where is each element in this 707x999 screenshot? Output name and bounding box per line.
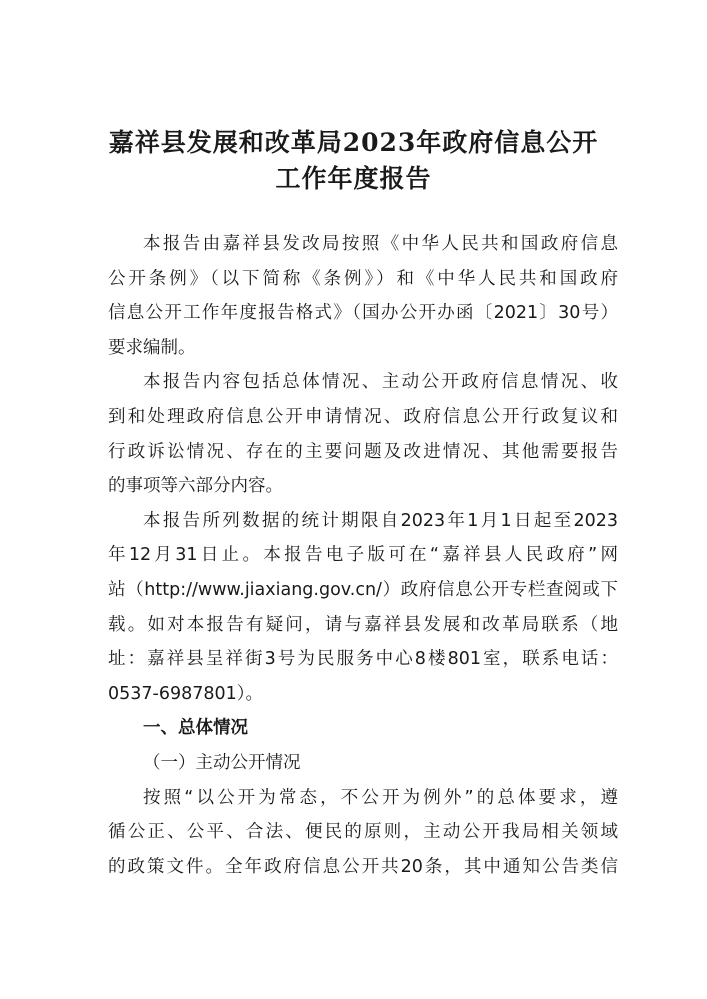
body-line: 的政策文件。全年政府信息公开共20条，其中通知公告类信: [108, 856, 618, 877]
section-heading: 一、总体情况: [143, 718, 248, 739]
body-line: 本报告由嘉祥县发改局按照《中华人民共和国政府信息: [143, 234, 618, 254]
document-title-line-2: 工作年度报告: [275, 164, 432, 193]
body-line: 年12月31日止。本报告电子版可在“嘉祥县人民政府”网: [108, 545, 618, 566]
body-line: 信息公开工作年度报告格式》（国办公开办函〔2021〕30号）: [108, 303, 618, 324]
body-line: 到和处理政府信息公开申请情况、政府信息公开行政复议和: [108, 406, 618, 427]
body-line: 0537-6987801）。: [108, 683, 264, 704]
body-line: 站（http://www.jiaxiang.gov.cn/）政府信息公开专栏查阅或下: [108, 579, 618, 600]
body-line: 行政诉讼情况、存在的主要问题及改进情况、其他需要报告: [108, 441, 618, 462]
body-line: 要求编制。: [108, 337, 196, 358]
body-line: 按照“以公开为常态，不公开为例外”的总体要求，遵: [143, 787, 618, 808]
body-line: 的事项等六部分内容。: [108, 476, 283, 497]
document-title-line-1: 嘉祥县发展和改革局2023年政府信息公开: [108, 128, 599, 157]
body-line: 本报告所列数据的统计期限自2023年1月1日起至2023: [143, 510, 618, 531]
body-line: 循公正、公平、合法、便民的原则，主动公开我局相关领域: [108, 822, 618, 843]
body-line: 本报告内容包括总体情况、主动公开政府信息情况、收: [143, 372, 618, 393]
body-line: 址：嘉祥县呈祥街3号为民服务中心8楼801室，联系电话：: [108, 649, 618, 670]
document-body: [108, 227, 618, 884]
body-line: 载。如对本报告有疑问，请与嘉祥县发展和改革局联系（地: [108, 614, 618, 635]
section-subheading: （一）主动公开情况: [143, 752, 301, 773]
body-line: 公开条例》（以下简称《条例》）和《中华人民共和国政府: [108, 268, 618, 289]
